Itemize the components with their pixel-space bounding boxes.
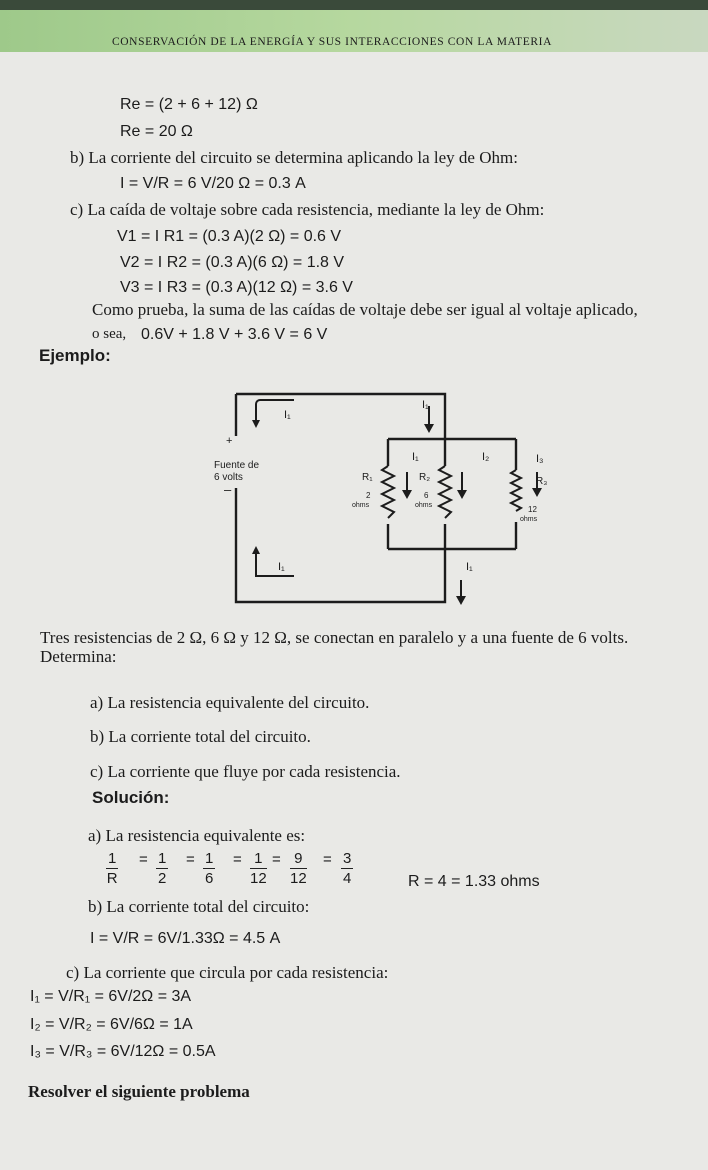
- label-current-bottom-left: I₁: [278, 561, 285, 573]
- fraction-1-over-12: [250, 850, 267, 889]
- question-a: a) La resistencia equivalente del circuito.: [90, 693, 370, 712]
- problem-determina: Determina:: [40, 647, 117, 666]
- fraction-denominator: 6: [205, 870, 214, 887]
- question-b: b) La corriente total del circuito.: [90, 727, 311, 746]
- fraction-denominator: 12: [290, 870, 307, 887]
- fraction-numerator: 1: [250, 850, 267, 869]
- question-c: c) La corriente que fluye por cada resistencia.: [90, 762, 401, 781]
- label-r3-unit: ohms: [520, 516, 538, 523]
- fraction-denominator: 12: [250, 870, 267, 887]
- label-current-bottom-right: I₁: [466, 561, 473, 573]
- label-current-branch2: I₂: [482, 451, 490, 463]
- i1-formula: I₁ = V/R₁ = 6V/2Ω = 3A: [30, 988, 192, 1005]
- part-b-text: b) La corriente del circuito se determina aplicando la ley de Ohm:: [70, 148, 518, 167]
- solucion-heading: Solución:: [92, 788, 170, 807]
- resolver-heading: Resolver el siguiente problema: [28, 1082, 250, 1101]
- resistor-r3: [511, 470, 521, 511]
- label-source-volts: 6 volts: [214, 472, 243, 483]
- i2-formula: I₂ = V/R₂ = 6V/6Ω = 1A: [30, 1016, 193, 1033]
- total-current-formula: I = V/R = 6V/1.33Ω = 4.5 A: [90, 930, 281, 947]
- fraction-1-over-r: [106, 850, 118, 889]
- arrow-current-bottom: [256, 554, 294, 576]
- equals-sign-5: =: [323, 851, 332, 868]
- label-source-minus: –: [224, 482, 232, 497]
- label-r3: R₃: [536, 476, 548, 487]
- fraction-1-over-6: [203, 850, 215, 889]
- i3-formula: I₃ = V/R₃ = 6V/12Ω = 0.5A: [30, 1043, 216, 1060]
- r-result-formula: R = 4 = 1.33 ohms: [408, 873, 540, 890]
- re-result-formula: Re = 20 Ω: [120, 123, 193, 140]
- resistor-r2: [439, 466, 451, 518]
- label-r1-value: 2: [366, 491, 371, 500]
- fraction-numerator: 9: [290, 850, 307, 869]
- label-r3-value: 12: [528, 505, 537, 514]
- fraction-denominator: 4: [343, 870, 352, 887]
- arrow-shaft-r2: [461, 472, 463, 492]
- label-source-plus: +: [226, 435, 233, 447]
- arrow-shaft-bottom-right: [460, 580, 462, 598]
- label-current-top: I₁: [284, 409, 291, 421]
- arrow-head-r2: [457, 490, 467, 499]
- label-source-name: Fuente de: [214, 460, 260, 471]
- arrow-head-top: [252, 420, 260, 428]
- fraction-numerator: 1: [108, 850, 117, 867]
- proof-formula: 0.6V + 1.8 V + 3.6 V = 6 V: [141, 326, 328, 343]
- v2-formula: V2 = I R2 = (0.3 A)(6 Ω) = 1.8 V: [120, 254, 345, 271]
- arrow-head-bottom-right: [456, 596, 466, 605]
- label-r2-unit: ohms: [415, 502, 433, 509]
- arrow-shaft-r1: [406, 472, 408, 492]
- fraction-numerator: 1: [205, 850, 214, 867]
- current-formula: I = V/R = 6 V/20 Ω = 0.3 A: [120, 175, 306, 192]
- fraction-3-over-4: [341, 850, 353, 889]
- equals-sign-4: =: [272, 851, 281, 868]
- fraction-9-over-12: [290, 850, 307, 889]
- label-r2-value: 6: [424, 491, 429, 500]
- arrow-head-top-right: [424, 424, 434, 433]
- equals-sign-1: =: [139, 851, 148, 868]
- arrow-head-r1: [402, 490, 412, 499]
- solution-c-text: c) La corriente que circula por cada resistencia:: [66, 963, 389, 982]
- arrow-head-bottom: [252, 546, 260, 554]
- label-current-branch3: I₃: [536, 453, 544, 465]
- ejemplo-heading: Ejemplo:: [39, 346, 111, 365]
- proof-prefix: o sea,: [92, 326, 127, 342]
- solution-b-text: b) La corriente total del circuito:: [88, 897, 310, 916]
- v1-formula: V1 = I R1 = (0.3 A)(2 Ω) = 0.6 V: [117, 228, 342, 245]
- arrow-head-r3: [532, 488, 542, 497]
- label-r1: R₁: [362, 472, 373, 483]
- wire-source-bottom: [236, 488, 445, 602]
- equals-sign-3: =: [233, 851, 242, 868]
- fraction-denominator: 2: [158, 870, 167, 887]
- problem-statement: Tres resistencias de 2 Ω, 6 Ω y 12 Ω, se conectan en paralelo y a una fuente de 6 volts.: [40, 628, 629, 647]
- v3-formula: V3 = I R3 = (0.3 A)(12 Ω) = 3.6 V: [120, 279, 353, 296]
- label-current-branch1: I₁: [412, 451, 419, 463]
- proof-text-line1: Como prueba, la suma de las caídas de voltaje debe ser igual al voltaje aplicado,: [92, 300, 638, 319]
- page-header: CONSERVACIÓN DE LA ENERGÍA Y SUS INTERACCIONES CON LA MATERIA: [112, 36, 553, 48]
- resistor-r1: [382, 466, 394, 518]
- solution-a-text: a) La resistencia equivalente es:: [88, 826, 306, 845]
- fraction-1-over-2: [156, 850, 168, 889]
- label-r1-unit: ohms: [352, 502, 370, 509]
- fraction-numerator: 1: [158, 850, 167, 867]
- circuit-diagram: [190, 380, 570, 620]
- fraction-numerator: 3: [343, 850, 352, 867]
- equals-sign-2: =: [186, 851, 195, 868]
- part-c-text: c) La caída de voltaje sobre cada resistencia, mediante la ley de Ohm:: [70, 200, 545, 219]
- label-current-top-right: I₁: [422, 399, 429, 411]
- fraction-denominator: R: [106, 870, 118, 887]
- label-r2: R₂: [419, 472, 431, 483]
- re-sum-formula: Re = (2 + 6 + 12) Ω: [120, 96, 258, 113]
